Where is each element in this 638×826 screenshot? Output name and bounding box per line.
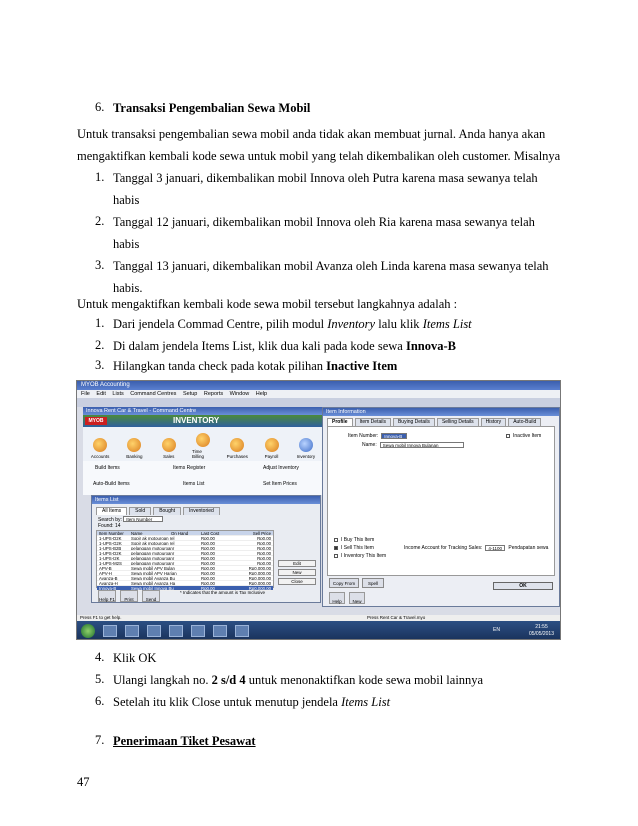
search-by-select[interactable]: Item Number [123,516,163,522]
tab-buying-details[interactable]: Buying Details [393,418,435,427]
inventory-icon [299,438,313,452]
profile-panel [327,426,555,576]
module-payroll[interactable]: Payroll [261,438,283,459]
module-sales[interactable]: Sales [158,438,180,459]
items-list-buttons [278,560,316,585]
i-buy-row [334,537,374,543]
list-item-text-cont: habis [113,193,140,207]
i-buy-checkbox[interactable] [334,538,338,542]
list-item-text: Tanggal 3 januari, dikembalikan mobil Innova oleh Putra karena masa sewanya telah [113,171,538,185]
taskbar-clock [529,624,554,638]
banking-icon [127,438,141,452]
step-number: 4. [95,650,105,664]
menu-reports[interactable]: Reports [203,391,224,397]
word-icon[interactable] [147,625,161,637]
flow-auto-build-items[interactable]: Auto-Build Items [93,481,130,487]
tab-all-items[interactable]: All Items [96,507,127,515]
i-buy-label: I Buy This Item [341,537,375,543]
command-centre-header [83,415,323,427]
print-button[interactable]: Print [120,590,138,602]
step-number: 6. [95,694,105,708]
heading-7-title: Penerimaan Tiket Pesawat [113,734,256,748]
clock-time: 21:55 [535,624,548,630]
tab-auto-build[interactable]: Auto-Build [508,418,541,427]
items-list-window [91,495,321,603]
list-item-text-cont: habis [113,237,140,251]
list-item-text: Tanggal 13 januari, dikembalikan mobil Avanza oleh Linda karena masa sewanya telah [113,259,549,273]
table-row[interactable]: 1-UPS-G2K Sopir ak motouroan rel Rp0.00 Rp0.00 [99,541,271,546]
name-row [362,442,464,448]
items-list-bottom-buttons [98,590,160,602]
menu-setup[interactable]: Setup [182,391,198,397]
menu-window[interactable]: Window [229,391,250,397]
module-time-billing[interactable]: Time Billing [192,433,214,459]
item-number-field[interactable]: Innova-B [381,433,407,439]
table-row[interactable]: Avanza-H Sewa mobil Avanza Ha Rp0.00 Rp0,000,00 [99,581,271,586]
i-inventory-checkbox[interactable] [334,554,338,558]
items-list-title: Items List [92,496,320,504]
inactive-item-label: Inactive Item [513,433,542,439]
table-row[interactable]: Avanza-B Sewa mobil Avanza Bu Rp0.00 Rp0,000,00 [99,576,271,581]
heading-7-number: 7. [95,733,105,747]
tax-note: * Indicates that the amount is Tax Inclusive [180,590,265,595]
tab-sold[interactable]: Sold [129,507,151,515]
i-inventory-row [334,553,386,559]
list-item-text-cont: habis. [113,281,143,295]
tab-item-details[interactable]: Item Details [355,418,391,427]
myob-screenshot [76,380,561,640]
step-number: 5. [95,672,105,686]
menu-help[interactable]: Help [255,391,268,397]
step-3-text: Hilangkan tanda check pada kotak pilihan Inactive Item [113,359,398,373]
list-item-number: 1. [95,170,105,184]
app-toolbar [77,398,560,407]
list-item-text: Tanggal 12 januari, dikembalikan mobil Innova oleh Ria karena masa sewanya telah [113,215,535,229]
flow-items-register[interactable]: Items Register [173,465,206,471]
table-row[interactable]: 1-UPS-B2B pelanggan motouroanr Rp0.00 Rp0.00 [99,546,271,551]
help-button[interactable]: Help F1 [98,590,116,602]
paragraph-1-line-2: mengaktifkan kembali kode sewa untuk mobil yang telah dikembalikan oleh customer. Misalnya [77,149,561,163]
item-information-title: Item Information [323,408,559,416]
name-field[interactable]: Sewa mobil Innova Bulanan [380,442,464,448]
close-button[interactable]: Close [278,578,316,585]
step-6-text: Setelah itu klik Close untuk menutup jendela Items List [113,695,391,709]
start-button-icon[interactable] [81,624,95,638]
i-sell-row [334,545,374,551]
module-accounts[interactable]: Accounts [89,438,111,459]
help-button[interactable]: Help [329,592,345,604]
i-sell-checkbox[interactable] [334,546,338,550]
media-player-icon[interactable] [125,625,139,637]
app-titlebar: MYOB Accounting [77,381,560,390]
table-header: Item Number Name On Hand Last Cost Sell Price [99,531,271,536]
explorer-icon[interactable] [103,625,117,637]
income-account-name: Pendapatan sewa [508,545,549,551]
page-number: 47 [77,775,90,789]
step-number: 2. [95,338,105,352]
list-item-number: 2. [95,214,105,228]
item-info-buttons [329,578,384,588]
tab-inventoried[interactable]: Inventoried [183,507,220,515]
myob-logo: MYOB [85,417,107,425]
items-list-tabs [96,507,222,515]
module-bar [83,427,323,461]
clock-date: 05/05/2013 [528,631,554,637]
inventory-flow [83,461,323,495]
tab-bought[interactable]: Bought [153,507,181,515]
items-table [96,530,274,591]
search-label: Search by: [98,517,122,523]
item-information-window [322,407,560,607]
payroll-icon [265,438,279,452]
inactive-item-checkbox[interactable] [506,434,510,438]
flow-build-items[interactable]: Build Items [95,465,120,471]
sales-icon [162,438,176,452]
spell-button[interactable]: Spell [362,578,384,588]
name-label: Name: [362,442,377,448]
windows-taskbar [77,621,560,640]
table-row[interactable]: APV-B Sewa mobil APV Bulan Rp0.00 Rp0,000,00 [99,566,271,571]
module-purchases[interactable]: Purchases [226,438,248,459]
edit-button[interactable]: Edit [278,560,316,567]
command-centre-title: Innova Rent Car & Travel - Command Centre [83,407,323,415]
tab-history[interactable]: History [481,418,507,427]
tab-selling-details[interactable]: Selling Details [437,418,479,427]
item-number-label: Item Number: [348,433,379,439]
menu-edit[interactable]: Edit [96,391,106,397]
menu-file[interactable]: File [81,391,90,397]
list-item-number: 3. [95,258,105,272]
i-inventory-label: I Inventory This Item [341,553,387,559]
time-billing-icon [196,433,210,447]
app-menubar [77,390,560,398]
heading-6-number: 6. [95,100,105,114]
step-number: 1. [95,316,105,330]
flow-set-item-prices[interactable]: Set Item Prices [263,481,297,487]
inactive-item-row [506,433,541,439]
step-4-text: Klik OK [113,651,157,665]
language-indicator[interactable]: EN [493,627,500,633]
purchases-icon [230,438,244,452]
app-taskbar-icon[interactable] [235,625,249,637]
menu-lists[interactable]: Lists [112,391,124,397]
item-info-bottom-buttons [329,592,365,604]
income-account-field[interactable]: 4-1100 [485,545,505,551]
module-banking[interactable]: Banking [123,438,145,459]
menu-command-centres[interactable]: Command Centres [130,391,177,397]
found-count: Found: 14 [98,523,121,529]
module-title: INVENTORY [173,416,220,425]
table-row[interactable]: APV-H Sewa mobil APV Harian Rp0.00 Rp0,000,00 [99,571,271,576]
i-sell-label: I Sell This Item [341,545,374,551]
myob-taskbar-icon[interactable] [213,625,227,637]
step-5-text: Ulangi langkah no. 2 s/d 4 untuk menonaktifkan kode sewa mobil lainnya [113,673,484,687]
table-row[interactable]: 1-UPS-I2K pelanggan motouroanr Rp0.00 Rp0.00 [99,556,271,561]
status-left: Press F1 to get help. [80,615,122,620]
income-account-label: Income Account for Tracking Sales: [404,545,483,551]
copy-from-button[interactable]: Copy From [329,578,359,588]
folder-icon[interactable] [169,625,183,637]
step-1-text: Dari jendela Commad Centre, pilih modul Inventory lalu klik Items List [113,317,472,331]
send-to-button[interactable]: Send [142,590,160,602]
module-inventory[interactable]: Inventory [295,438,317,459]
step-number: 3. [95,358,105,372]
item-number-row [348,433,407,439]
table-row[interactable]: 1-UPS-D2K Sopir ak motouroan rel Rp0.00 Rp0.00 [99,536,271,541]
table-row-selected[interactable]: Innova-B Sewa mobil Innova Bu Rp0.00 Rp0,000,00 [99,586,271,591]
status-right: Press Rent Car & Travel.myo [367,615,426,620]
accounts-icon [93,438,107,452]
table-row[interactable]: 1-UPS-M2S pelanggan motouroanr Rp0.00 Rp0.00 [99,561,271,566]
income-account-row [404,545,548,551]
items-search [98,516,163,529]
step-2-text: Di dalam jendela Items List, klik dua kali pada kode sewa Innova-B [113,339,456,353]
paragraph-2: Untuk mengaktifkan kembali kode sewa mobil tersebut langkahnya adalah : [77,297,458,311]
tab-profile[interactable]: Profile [327,418,353,427]
firefox-icon[interactable] [191,625,205,637]
new-button[interactable]: New [349,592,365,604]
table-row[interactable]: 1-UPS-D2K pelanggan motouroanr Rp0.00 Rp0.00 [99,551,271,556]
ok-button[interactable]: OK [493,582,553,590]
new-button[interactable]: New [278,569,316,576]
flow-items-list[interactable]: Items List [183,481,205,487]
paragraph-1-line-1: Untuk transaksi pengembalian sewa mobil anda tidak akan membuat jurnal. Anda hanya akan [77,127,546,141]
flow-adjust-inventory[interactable]: Adjust Inventory [263,465,299,471]
heading-6-title: Transaksi Pengembalian Sewa Mobil [113,101,311,115]
